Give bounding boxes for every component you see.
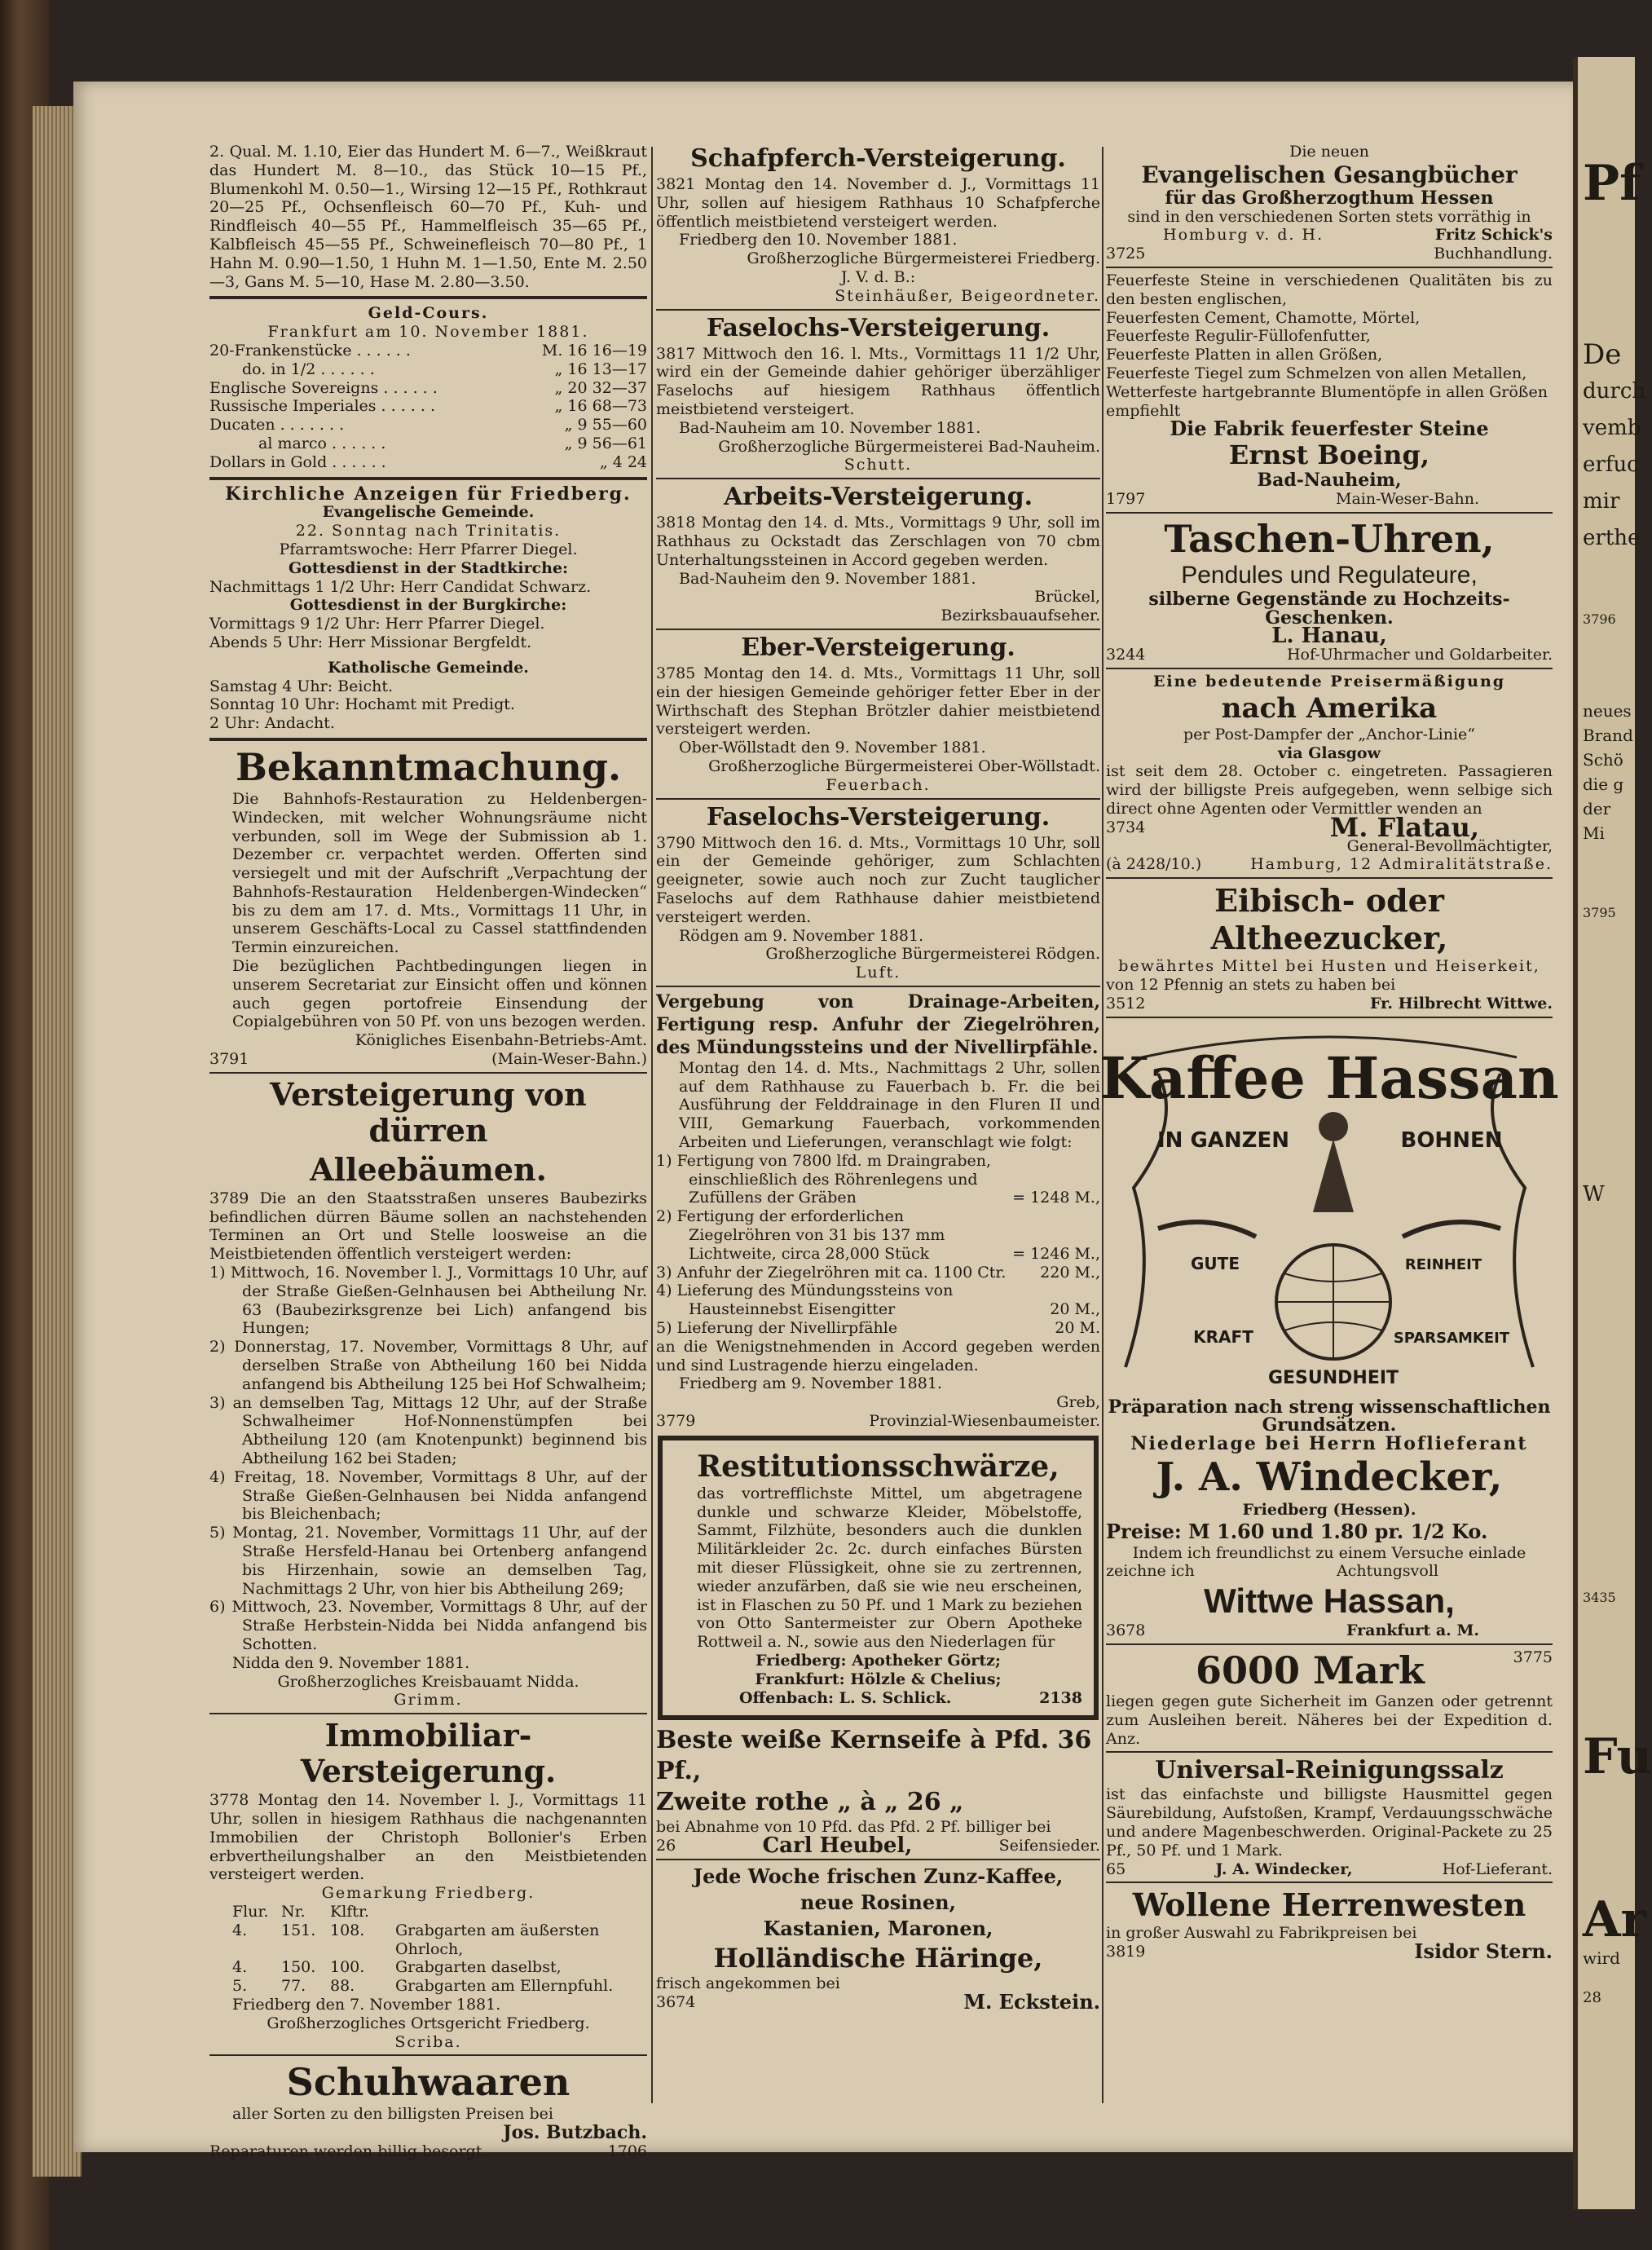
amerika-body: ist seit dem 28. October c. eingetreten. Passagieren wird der billigste Preis aufgegeben, wenn selbige sich direct ohne Agenten oder Vermittler wenden an xyxy=(1106,762,1553,818)
kirch-pfarr: Pfarramtswoche: Herr Pfarrer Diegel. xyxy=(279,540,578,558)
eibisch-name: Fr. Hilbrecht Wittwe. xyxy=(1369,994,1553,1012)
mark-body: liegen gegen gute Sicherheit im Ganzen oder getrennt zum Ausleihen bereit. Näheres bei der Expedition d. Anz. xyxy=(1106,1692,1553,1748)
drain-item xyxy=(656,1282,1100,1319)
drain-footer xyxy=(656,1412,1100,1431)
verst-date: Nidda den 9. November 1881. xyxy=(232,1653,470,1672)
geld-row xyxy=(209,379,647,398)
drain-signature: Greb, xyxy=(1056,1393,1100,1412)
verst-title: Alleebäumen. xyxy=(310,1150,547,1188)
fasel2-title: Faselochs-Versteigerung. xyxy=(706,802,1051,832)
divider xyxy=(656,478,1100,479)
kaffee-line: Niederlage bei Herrn Hoflieferant xyxy=(1130,1433,1528,1455)
ad-number: 26 xyxy=(656,1837,676,1855)
drain-item xyxy=(656,1152,1100,1207)
divider xyxy=(209,738,647,741)
immo-intro: 3778 Montag den 14. November l. J., Vormittags 11 Uhr, sollen in hiesigem Rathhaus die nachgenannten Immobilien der Christoph Bollonier's Erben erbvertheilungshalber an den Meistbietenden versteigert werden. xyxy=(209,1791,647,1884)
feuer-line: Wetterfeste hartgebrannte Blumentöpfe in allen Größen xyxy=(1106,382,1548,401)
uhren-footer xyxy=(1106,646,1553,664)
table-cell: 5. xyxy=(232,1977,248,1996)
restit-body: das vortrefflichste Mittel, um abgetragene dunkle und schwarze Kleider, Möbelstoffe, Sammt, Filzhüte, besonders auch die dunklen Militärkleider 2c. 2c. durch einfaches Bürsten mit dieser Flüssigkeit, ohne sie zu zertrennen, wieder anzufärben, daß sie wie neu erscheinen, ist in Flaschen zu 50 Pf. und 1 Mark zu beziehen von Otto Santermeister zur Obern Apotheke Rottweil a. N., sowie aus den Niederlagen für xyxy=(697,1484,1082,1652)
table-cell: Grabgarten daselbst, xyxy=(395,1958,562,1977)
immo-title: Immobiliar-Versteigerung. xyxy=(300,1717,557,1790)
geld-row xyxy=(209,397,647,416)
gesang-line: sind in den verschiedenen Sorten stets vorräthig in xyxy=(1127,207,1531,226)
verst-signature: Großherzogliches Kreisbauamt Nidda. xyxy=(277,1672,579,1691)
ad-number: 1706 xyxy=(607,2142,647,2160)
geld-value: „ 16 13—17 xyxy=(554,360,647,378)
schaf-signature: Großherzogliche Bürgermeisterei Friedberg. xyxy=(747,249,1100,268)
amerika-line: per Post-Dampfer der „Anchor-Linie“ xyxy=(1183,725,1476,743)
next-page-text: 3795 xyxy=(1583,905,1616,920)
geld-value: M. 16 16—19 xyxy=(541,341,647,360)
logo-text: BOHNEN xyxy=(1400,1127,1503,1153)
arbeit-title: Arbeits-Versteigerung. xyxy=(723,483,1033,512)
ad-number: 1797 xyxy=(1106,489,1146,508)
ad-number: 3779 xyxy=(656,1412,696,1431)
table-cell: 77. xyxy=(281,1977,306,1996)
geld-name: Russische Imperiales . . . . . . xyxy=(209,397,435,416)
divider xyxy=(1106,1017,1553,1018)
next-page-text: die g xyxy=(1583,774,1624,794)
market-prices: 2. Qual. M. 1.10, Eier das Hundert M. 6—7., Weißkraut das Hundert M. 8—10., das Stück 10—15 Pf., Blumenkohl M. 0.50—1., Wirsing 12—15 Pf., Rothkraut 20—25 Pf., Ochsenfleisch 60—70 Pf., Kuh- und Rindfleisch 40—55 Pf., Hammelfleisch 35—65 Pf., Kalbfleisch 45—55 Pf., Schweinefleisch 70—80 Pf., 1 Hahn M. 0.90—1.50, 1 Huhn M. 1—1.50, Ente M. 2.50—3, Gans M. 5—10, Hase M. 2.80—3.50. xyxy=(209,143,647,291)
figure-icon xyxy=(1319,1112,1348,1141)
kaffee-line: Präparation nach streng wissenschaftlichen xyxy=(1108,1396,1551,1418)
gesang-city: Homburg v. d. H. xyxy=(1163,226,1324,245)
drain-item-value: = 1246 M., xyxy=(1012,1244,1100,1263)
immo-date: Friedberg den 7. November 1881. xyxy=(232,1995,501,2014)
drain-item-text: 2) Fertigung der erforderlichen Ziegelröhren von 31 bis 137 mm Lichtweite, circa 28,000 Stück xyxy=(656,1207,945,1263)
schaf-signature: J. V. d. B.: xyxy=(840,267,916,286)
column-rule xyxy=(1102,147,1104,2103)
gesang-line: Die neuen xyxy=(1289,143,1369,161)
drain-item xyxy=(656,1207,1100,1263)
salz-trade: Hof-Lieferant. xyxy=(1442,1860,1553,1878)
kirch-line: Abends 5 Uhr: Herr Missionar Bergfeldt. xyxy=(209,633,532,651)
restit-box xyxy=(658,1436,1099,1721)
kaffee-city: Friedberg (Hessen). xyxy=(1242,1500,1416,1519)
verst-item: 1) Mittwoch, 16. November l. J., Vormittags 10 Uhr, auf der Straße Gießen-Gelnhausen bei Abtheilung Nr. 63 (Baubezirksgrenze bei Lich) anfangend bis Hungen; xyxy=(209,1264,647,1338)
divider xyxy=(656,309,1100,311)
drain-item-value: 220 M., xyxy=(1040,1263,1100,1282)
amerika-line: General-Bevollmächtigter, xyxy=(1346,836,1553,855)
amerika-address: Hamburg, 12 Admiralitätstraße. xyxy=(1250,855,1553,874)
schaf-date: Friedberg den 10. November 1881. xyxy=(679,231,958,249)
gesang-line: für das Großherzogthum Hessen xyxy=(1165,187,1494,209)
schuh-line: aller Sorten zu den billigsten Preisen bei xyxy=(232,2105,553,2124)
geld-row xyxy=(209,416,647,435)
kaffee-line: Indem ich freundlichst zu einem Versuche einlade xyxy=(1132,1543,1526,1562)
ad-number: 3512 xyxy=(1106,994,1146,1012)
drain-title: Vergebung von Drainage-Arbeiten, Fertigung resp. Anfuhr der Ziegelröhren, des Mündungssteins und der Nivellirpfähle. xyxy=(656,990,1100,1058)
column-3 xyxy=(1099,143,1559,1964)
geld-name: Dollars in Gold . . . . . . xyxy=(209,452,386,471)
drain-body: Montag den 14. d. Mts., Nachmittags 2 Uhr, sollen auf dem Rathhause zu Fauerbach b. Fr. die bei Ausführung der Felddrainage in den Fluren II und VIII, Gemarkung Fauerbach, vorkommenden Arbeiten und Lieferungen, veranschlagt wie folgt: xyxy=(679,1058,1100,1152)
eber-body: 3785 Montag den 14. d. Mts., Vormittags 11 Uhr, soll ein der hiesigen Gemeinde gehöriger fetter Eber in der Wirthschaft des Stephan Brötzler dahier meistbietend versteigert werden. xyxy=(656,664,1100,739)
fasel2-signature: Luft. xyxy=(855,964,901,982)
geld-value: „ 16 68—73 xyxy=(554,397,647,416)
drain-item-text: 1) Fertigung von 7800 lfd. m Draingraben, einschließlich des Röhrenlegens und Zufüllens der Gräben xyxy=(656,1151,992,1207)
immo-table-header xyxy=(209,1903,647,1921)
bek-paragraph: Die bezüglichen Pachtbedingungen liegen in unserem Secretariat zur Einsicht offen und können auch gegen portofreie Einsendung der Copialgebühren von 50 Pf. von uns bezogen werden. xyxy=(232,957,647,1031)
eck-name: M. Eckstein. xyxy=(963,1989,1100,2014)
table-header: Flur. xyxy=(232,1902,269,1921)
restit-depot: Offenbach: L. S. Schlick. xyxy=(739,1688,952,1707)
next-page-text: Schö xyxy=(1583,750,1623,770)
table-cell: 108. xyxy=(330,1921,365,1939)
kaffee-footer xyxy=(1106,1621,1553,1640)
feuer-line: Feuerfeste Tiegel zum Schmelzen von allen Metallen, xyxy=(1106,364,1527,382)
table-header: Nr. xyxy=(281,1902,306,1921)
amerika-footer xyxy=(1106,855,1553,874)
eck-line: Holländische Häringe, xyxy=(713,1942,1043,1974)
ad-number: 3244 xyxy=(1106,646,1146,664)
wolle-footer xyxy=(1106,1939,1553,1964)
kirch-stadt: Gottesdienst in der Stadtkirche: xyxy=(288,558,569,577)
logo-text: IN GANZEN xyxy=(1156,1127,1290,1153)
amerika-name: M. Flatau, xyxy=(1329,811,1479,843)
geld-name: 20-Frankenstücke . . . . . . xyxy=(209,341,411,360)
restit-footer xyxy=(674,1689,1082,1708)
ad-number: 3725 xyxy=(1106,245,1146,263)
amerika-line: Eine bedeutende Preisermäßigung xyxy=(1152,672,1506,690)
logo-word: SPARSAMKEIT xyxy=(1393,1329,1510,1347)
logo-word: GUTE xyxy=(1191,1253,1240,1273)
verst-signature: Grimm. xyxy=(394,1691,463,1710)
kirch-kath: Katholische Gemeinde. xyxy=(328,658,529,677)
table-cell: 4. xyxy=(232,1958,248,1977)
table-cell: Grabgarten am äußersten Ohrloch, xyxy=(395,1921,600,1958)
schuh-name: Jos. Butzbach. xyxy=(503,2122,647,2144)
next-page-text: 3435 xyxy=(1583,1590,1616,1605)
fasel1-signature: Schutt. xyxy=(844,456,913,474)
drain-item xyxy=(656,1319,1100,1338)
seife-footer xyxy=(656,1833,1100,1859)
bek-paragraph: Die Bahnhofs-Restauration zu Heldenbergen-Windecken, mit welcher Wohnungsräume nicht verbunden, soll im Wege der Submission ab 1. Dezember cr. verpachtet werden. Offerten sind versiegelt und mit der Aufschrift „Verpachtung der Bahnhofs-Restauration Heldenbergen-Windecken“ bis zu dem am 17. d. Mts., Vormittags 11 Uhr, in unserem Geschäfts-Local zu Cassel stattfindenden Termin einzureichen. xyxy=(232,789,647,957)
kirch-line: Vormittags 9 1/2 Uhr: Herr Pfarrer Diegel. xyxy=(209,615,545,633)
divider xyxy=(209,296,647,299)
feuer-firm: Ernst Boeing, xyxy=(1228,439,1430,471)
drain-signature: Provinzial-Wiesenbaumeister. xyxy=(869,1412,1100,1431)
kirch-burg: Gottesdienst in der Burgkirche: xyxy=(289,596,567,615)
ornament-icon xyxy=(1126,1074,1166,1367)
geld-value: „ 9 56—61 xyxy=(564,434,647,452)
schaf-title: Schafpferch-Versteigerung. xyxy=(690,144,1066,173)
next-page-text: erthe xyxy=(1583,526,1641,550)
divider xyxy=(656,1859,1100,1860)
eibisch-footer xyxy=(1106,995,1553,1013)
table-cell: Grabgarten am Ellernpfuhl. xyxy=(395,1977,614,1996)
kirch-title: Kirchliche Anzeigen für Friedberg. xyxy=(225,483,632,505)
table-cell: 151. xyxy=(281,1921,316,1939)
divider xyxy=(1106,512,1553,514)
divider xyxy=(1106,668,1553,669)
bek-signature: (Main-Weser-Bahn.) xyxy=(491,1050,647,1069)
drain-item-value: 20 M. xyxy=(1055,1319,1100,1338)
geld-subtitle: Frankfurt am 10. November 1881. xyxy=(267,323,589,342)
wolle-line: in großer Auswahl zu Fabrikpreisen bei xyxy=(1106,1924,1417,1943)
column-1 xyxy=(209,143,647,2161)
feuer-line: empfiehlt xyxy=(1106,401,1181,420)
wolle-title: Wollene Herrenwesten xyxy=(1132,1886,1526,1924)
ad-number: 3734 xyxy=(1106,818,1146,836)
geld-title: Geld-Cours. xyxy=(368,304,489,323)
table-header xyxy=(395,1903,647,1921)
divider xyxy=(1106,267,1553,268)
gesang-footer xyxy=(1106,245,1553,263)
ad-number: 3674 xyxy=(656,1992,696,2011)
eber-signature: Feuerbach. xyxy=(826,775,931,794)
column-2 xyxy=(656,143,1100,2012)
uhren-line: Pendules und Regulateure, xyxy=(1181,561,1478,589)
geld-row xyxy=(209,342,647,360)
eibisch-line: bewährtes Mittel bei Husten und Heiserkeit, xyxy=(1118,957,1540,976)
uhren-name: L. Hanau, xyxy=(1271,624,1387,649)
geld-value: „ 20 32—37 xyxy=(554,378,647,397)
feuer-line: Feuerfeste Platten in allen Größen, xyxy=(1106,346,1383,364)
fasel2-body: 3790 Mittwoch den 16. d. Mts., Vormittags 10 Uhr, soll ein der Gemeinde gehöriger, zum Schlachten geeigneter, sowie auch noch zur Zucht tauglicher Faselochs auf dem Rathhause dahier meistbietend versteigert werden. xyxy=(656,833,1100,926)
fasel1-body: 3817 Mittwoch den 16. l. Mts., Vormittags 11 1/2 Uhr, wird ein der Gemeinde dahier gehöriger überzähliger Faselochs auf hiesigem Rathhaus öffentlich meistbietend versteigert. xyxy=(656,344,1100,418)
kaffee-line: Achtungsvoll xyxy=(1337,1562,1438,1581)
kaffee-hassan-logo xyxy=(1099,1025,1559,1392)
uhren-line: Hof-Uhrmacher und Goldarbeiter. xyxy=(1286,646,1553,664)
divider xyxy=(1106,1751,1553,1753)
kaffee-line: Grundsätzen. xyxy=(1262,1414,1397,1436)
divider xyxy=(1106,877,1553,879)
mark-title: 6000 Mark xyxy=(1196,1648,1425,1693)
arbeit-signature: Bezirksbauaufseher. xyxy=(941,607,1100,625)
geld-name: al marco . . . . . . xyxy=(258,434,386,452)
verst-intro: 3789 Die an den Staatsstraßen unseres Baubezirks befindlichen dürren Bäume sollen an nachstehenden Terminen an Ort und Stelle loosweise an die Meistbietenden öffentlich versteigert werden: xyxy=(209,1189,647,1264)
amerika-line: via Glasgow xyxy=(1278,743,1381,762)
geld-value: „ 4 24 xyxy=(599,452,647,471)
geld-value: „ 9 55—60 xyxy=(564,416,647,435)
feuer-firm: Bad-Nauheim, xyxy=(1257,470,1402,492)
drain-date: Friedberg am 9. November 1881. xyxy=(679,1374,942,1393)
fasel1-title: Faselochs-Versteigerung. xyxy=(706,313,1051,342)
gesang-row xyxy=(1106,226,1553,245)
kirch-line: Samstag 4 Uhr: Beicht. xyxy=(209,677,394,695)
kaffee-signature: Frankfurt a. M. xyxy=(1346,1621,1479,1640)
ad-number: 3791 xyxy=(209,1050,249,1069)
eber-title: Eber-Versteigerung. xyxy=(741,633,1015,662)
kirch-line: Nachmittags 1 1/2 Uhr: Herr Candidat Schwarz. xyxy=(209,577,592,596)
ad-number: 2138 xyxy=(1039,1688,1082,1707)
next-page-text: 28 xyxy=(1583,1989,1601,2006)
salz-title: Universal-Reinigungssalz xyxy=(1155,1756,1504,1785)
immo-signature: Scriba. xyxy=(394,2032,462,2051)
arbeit-signature: Brückel, xyxy=(1034,588,1100,607)
drain-item xyxy=(656,1264,1100,1282)
kaffee-price: Preise: M 1.60 und 1.80 pr. 1/2 Ko. xyxy=(1106,1519,1488,1543)
salz-name: J. A. Windecker, xyxy=(1215,1860,1353,1878)
drain-item-text: 4) Lieferung des Mündungssteins von Hausteinnebst Eisengitter xyxy=(656,1282,954,1319)
gesang-line: Buchhandlung. xyxy=(1434,245,1553,263)
table-cell: 100. xyxy=(330,1958,365,1977)
column-rule xyxy=(651,147,653,2103)
kaffee-line: zeichne ich xyxy=(1106,1562,1195,1581)
next-page-text: Pf xyxy=(1583,155,1641,212)
fasel1-date: Bad-Nauheim am 10. November 1881. xyxy=(679,418,981,437)
feuer-line: Feuerfesten Cement, Chamotte, Mörtel, xyxy=(1106,308,1421,327)
amerika-title: nach Amerika xyxy=(1221,691,1438,725)
schaf-body: 3821 Montag den 14. November d. J., Vormittags 11 Uhr, sollen auf hiesigem Rathhaus 10 Schafpferche öffentlich meistbietend versteigert werden. xyxy=(656,175,1100,231)
geld-name: Ducaten . . . . . . . xyxy=(209,416,345,435)
divider xyxy=(656,629,1100,630)
verst-item: 3) an demselben Tag, Mittags 12 Uhr, auf der Straße Schwalheimer Hof-Nonnenstümpfen bei Abtheilung 120 (am Knotenpunkt) beginnend bis Abtheilung 162 bei Staden; xyxy=(209,1393,647,1468)
uhren-title: Taschen-Uhren, xyxy=(1164,516,1495,561)
logo-word: REINHEIT xyxy=(1404,1255,1482,1273)
divider xyxy=(1106,1643,1553,1645)
drain-outro: an die Wenigstnehmenden in Accord gegeben werden und sind Lustragende hierzu eingeladen. xyxy=(656,1337,1100,1374)
drain-item-text: 5) Lieferung der Nivellirpfähle xyxy=(656,1319,898,1338)
feuer-firm: Main-Weser-Bahn. xyxy=(1335,489,1479,508)
seife-line: bei Abnahme von 10 Pfd. das Pfd. 2 Pf. billiger bei xyxy=(656,1818,1051,1837)
feuer-firm: Die Fabrik feuerfester Steine xyxy=(1170,417,1489,441)
drain-item-text: 3) Anfuhr der Ziegelröhren mit ca. 1100 Ctr. xyxy=(656,1263,1007,1282)
salz-footer xyxy=(1106,1860,1553,1879)
feuer-line: Feuerfeste Regulir-Füllofenfutter, xyxy=(1106,327,1371,346)
fasel2-date: Rödgen am 9. November 1881. xyxy=(679,926,924,945)
immo-signature: Großherzogliches Ortsgericht Friedberg. xyxy=(267,2014,590,2032)
gesang-shop: Fritz Schick's xyxy=(1434,226,1553,245)
logo-word: KRAFT xyxy=(1193,1326,1253,1347)
drain-item-value: = 1248 M., xyxy=(1012,1189,1100,1207)
next-page-text: Ar xyxy=(1583,1891,1647,1948)
coffee-branch-icon xyxy=(1158,1222,1500,1237)
table-row xyxy=(209,1921,647,1959)
eck-line: frisch angekommen bei xyxy=(656,1974,840,1992)
bek-signature: Königliches Eisenbahn-Betriebs-Amt. xyxy=(355,1031,647,1050)
table-row xyxy=(209,1977,647,1996)
seife-line: Beste weiße Kernseife à Pfd. 36 Pf., xyxy=(656,1726,1092,1786)
eibisch-line: von 12 Pfennig an stets zu haben bei xyxy=(1106,975,1396,994)
figure-icon xyxy=(1313,1139,1354,1212)
divider xyxy=(656,986,1100,987)
ad-number: 3678 xyxy=(1106,1621,1146,1640)
kirch-ev: Evangelische Gemeinde. xyxy=(322,503,535,522)
logo-word: GESUNDHEIT xyxy=(1267,1367,1399,1388)
schuh-repair: Reparaturen werden billig besorgt. xyxy=(209,2142,487,2160)
seife-line: Zweite rothe „ à „ 26 „ xyxy=(656,1788,964,1817)
divider xyxy=(656,798,1100,800)
verst-item: 5) Montag, 21. November, Vormittags 11 Uhr, auf der Straße Hersfeld-Hanau bei Ortenberg anfangend bis Hirzenhain, sowie an demselben Tag, Nachmittags 2 Uhr, von hier bis Abtheilung 269; xyxy=(209,1524,647,1598)
next-page-text: De xyxy=(1583,338,1622,371)
eibisch-title: Eibisch- oder Altheezucker, xyxy=(1210,882,1448,957)
kaffee-name: J. A. Windecker, xyxy=(1156,1454,1503,1500)
next-page-text: Brand xyxy=(1583,726,1633,745)
feuer-footer xyxy=(1106,490,1553,509)
verst-item: 2) Donnerstag, 17. November, Vormittags 8 Uhr, auf derselben Straße von Abtheilung 160 bei Nidda anfangend bis Abtheilung 125 bei Hof Schwalheim; xyxy=(209,1338,647,1393)
table-cell: 4. xyxy=(232,1921,248,1939)
immo-gemarkung: Gemarkung Friedberg. xyxy=(321,1884,535,1903)
next-page-text: vemb xyxy=(1583,416,1641,440)
verst-item: 6) Mittwoch, 23. November, Vormittags 8 Uhr, auf der Straße Herbstein-Nidda bei Nidda anfangend bis Schotten. xyxy=(209,1598,647,1653)
next-page-fragment xyxy=(1573,57,1652,2209)
amerika-row xyxy=(1106,811,1553,843)
logo-text: Kaffee Hassan xyxy=(1099,1043,1559,1112)
fasel1-signature: Großherzogliche Bürgermeisterei Bad-Nauheim. xyxy=(718,437,1100,456)
divider xyxy=(209,477,647,480)
bek-footer xyxy=(209,1050,647,1069)
table-cell: 150. xyxy=(281,1958,316,1977)
next-page-text: neues xyxy=(1583,701,1632,721)
kirch-sunday: 22. Sonntag nach Trinitatis. xyxy=(295,522,562,540)
seife-name: Carl Heubel, xyxy=(762,1833,913,1859)
eck-line: neue Rosinen, xyxy=(800,1890,956,1914)
table-header: Klftr. xyxy=(330,1902,369,1921)
restit-depot: Frankfurt: Hölzle & Chelius; xyxy=(755,1670,1002,1688)
wolle-name: Isidor Stern. xyxy=(1414,1939,1553,1964)
divider xyxy=(209,1072,647,1074)
drain-item-value: 20 M., xyxy=(1050,1300,1100,1319)
divider xyxy=(209,2054,647,2056)
amerika-ref: (à 2428/10.) xyxy=(1106,855,1202,874)
eck-line: Jede Woche frischen Zunz-Kaffee, xyxy=(693,1864,1064,1888)
eck-line: Kastanien, Maronen, xyxy=(763,1916,993,1940)
ornament-icon xyxy=(1492,1074,1533,1367)
geld-name: Englische Sovereigns . . . . . . xyxy=(209,378,438,397)
restit-depot: Friedberg: Apotheker Görtz; xyxy=(756,1652,1001,1670)
next-page-text: erfuc xyxy=(1583,452,1639,477)
table-row xyxy=(209,1958,647,1977)
salz-body: ist das einfachste und billigste Hausmittel gegen Säurebildung, Aufstoßen, Krampf, Verdauungsschwäche und andere Magenbeschwerden. Original-Packete zu 25 Pf., 50 Pf. und 1 Mark. xyxy=(1106,1785,1553,1860)
geld-row xyxy=(209,360,647,379)
divider xyxy=(209,1713,647,1714)
schaf-signature: Steinhäußer, Beigeordneter. xyxy=(835,286,1100,305)
kaffee-signature: Wittwe Hassan, xyxy=(1204,1582,1455,1621)
geld-name: do. in 1/2 . . . . . . xyxy=(242,360,375,378)
uhren-line: silberne Gegenstände zu Hochzeits-Geschenken. xyxy=(1148,588,1510,629)
restit-title: Restitutionsschwärze, xyxy=(697,1449,1059,1484)
next-page-text: 3796 xyxy=(1583,611,1616,627)
bek-title: Bekanntmachung. xyxy=(236,744,621,789)
mark-row xyxy=(1106,1648,1553,1692)
fasel2-signature: Großherzogliche Bürgermeisterei Rödgen. xyxy=(765,945,1100,964)
verst-title: Versteigerung von dürren xyxy=(270,1075,587,1149)
arbeit-date: Bad-Nauheim den 9. November 1881. xyxy=(679,569,976,588)
next-page-text: W xyxy=(1583,1182,1605,1207)
geld-row xyxy=(209,453,647,472)
schuh-footer xyxy=(209,2142,647,2161)
next-page-text: Mi xyxy=(1583,823,1605,843)
schuh-title: Schuhwaaren xyxy=(286,2060,570,2105)
next-page-text: wird xyxy=(1583,1948,1620,1968)
arbeit-body: 3818 Montag den 14. d. Mts., Vormittags 9 Uhr, soll im Rathhaus zu Ockstadt das Zerschlagen von 70 cbm Unterhaltungssteinen in Accord gegeben werden. xyxy=(656,514,1100,569)
verst-item: 4) Freitag, 18. November, Vormittags 8 Uhr, auf der Straße Gießen-Gelnhausen bei Nidda anfangend bis Bleichenbach; xyxy=(209,1467,647,1524)
next-page-text: Fu xyxy=(1583,1728,1652,1785)
eck-footer xyxy=(656,1989,1100,2014)
gesang-title: Evangelischen Gesangbücher xyxy=(1141,161,1518,188)
divider xyxy=(1106,1882,1553,1883)
ad-number: 3775 xyxy=(1513,1648,1553,1667)
ad-number: 3819 xyxy=(1106,1943,1146,1961)
geld-row xyxy=(209,435,647,453)
ad-number: 65 xyxy=(1106,1860,1126,1878)
seife-trade: Seifensieder. xyxy=(998,1837,1100,1855)
next-page-text: der xyxy=(1583,799,1611,818)
feuer-line: Feuerfeste Steine in verschiedenen Qualitäten bis zu den besten englischen, xyxy=(1106,271,1553,308)
kaffee-row xyxy=(1106,1562,1553,1581)
kirch-line: 2 Uhr: Andacht. xyxy=(209,714,335,733)
kirch-line: Sonntag 10 Uhr: Hochamt mit Predigt. xyxy=(209,695,515,714)
eber-signature: Großherzogliche Bürgermeisterei Ober-Wöllstadt. xyxy=(708,757,1100,775)
eber-date: Ober-Wöllstadt den 9. November 1881. xyxy=(679,739,986,757)
next-page-text: durch xyxy=(1583,379,1646,404)
next-page-text: mir xyxy=(1583,489,1620,514)
table-cell: 88. xyxy=(330,1977,355,1996)
